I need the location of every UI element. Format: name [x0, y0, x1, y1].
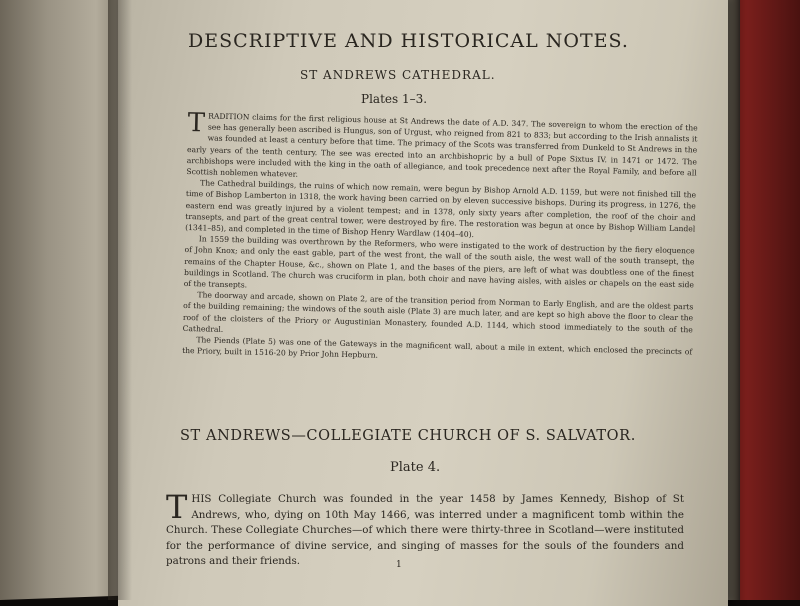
section1-plates: Plates 1–3. [361, 92, 428, 106]
drop-cap: T [187, 108, 206, 139]
page-number: 1 [396, 560, 402, 570]
paragraph: THIS Collegiate Church was founded in the year 1458 by James Kennedy, Bishop of St Andrews, who, dying on 10th May 1466, was interred under a magnificent tomb within the Church. These Collegiate Churches—of which there were thirty-three in Scotland—were instituted for the performance of divine service, and singing of masses for the souls of the founders and patrons and their friends. [166, 488, 684, 567]
section2-title: ST ANDREWS—COLLEGIATE CHURCH OF S. SALVATOR. [180, 428, 636, 444]
right-page [118, 0, 728, 606]
drop-cap: T [166, 488, 188, 526]
section1-title: ST ANDREWS CATHEDRAL. [300, 68, 496, 82]
paragraph: The doorway and arcade, shown on Plate 2, are of the transition period from Norman to Early English, and are the oldest parts of the building remaining; the windows of the south aisle (Plate 3) are much later, and are kept so high above the floor to clear the roof of the cloisters of the Priory or Augustinian Monastery, founded A.D. 1144, which stood immediately to the south of the Cathedral. [182, 290, 694, 335]
paragraph: TRADITION claims for the first religious house at St Andrews the date of A.D. 347. The sovereign to whom the erection of the see has generally been ascribed is Hungus, son of Urgust, who reigned from 821 to 833; but according to the Irish annalists it was founded at least a century before that time. The primacy of the Scots was transferred from Dunkeld to St Andrews in the early years of the tenth century. The see was erected into an archbishopric by a bull of Pope Sixtus IV. in 1471 or 1472. The archbishops were included with the king in the oath of allegiance, and took precedence next after the Royal Family, and before all Scottish noblemen whatever. [186, 108, 698, 179]
left-page [0, 0, 120, 600]
paragraph: The Cathedral buildings, the ruins of which now remain, were begun by Bishop Arnold A.D. 1159, but were not finished till the time of Bishop Lamberton in 1318, the work having been carried on by eleven successive bishops. During its progress, in 1276, the eastern end was greatly injured by a violent tempest; and in 1378, only sixty years after completion, the roof of the choir and transepts, and part of the great central tower, were destroyed by fire. The restoration was begun at once by Bishop William Landel (1341–85), and completed in the time of Bishop Henry Wardlaw (1404–40). [185, 178, 697, 240]
section2-body [166, 488, 684, 570]
page-edge [726, 0, 740, 600]
section1-body [182, 110, 698, 369]
gutter-shadow [108, 0, 132, 600]
section2-plate: Plate 4. [390, 460, 441, 475]
paragraph: The Piends (Plate 5) was one of the Gateways in the magnificent wall, about a mile in extent, which enclosed the precincts of the Priory, built in 1516-20 by Prior John Hepburn. [182, 335, 693, 360]
page-heading: DESCRIPTIVE AND HISTORICAL NOTES. [188, 30, 629, 52]
paragraph: In 1559 the building was overthrown by the Reformers, who were instigated to the work of destruction by the fiery eloquence of John Knox; and only the east gable, part of the west front, the wall of the south aisle, the west wall of the south transept, the remains of the Chapter House, &c., shown on Plate 1, and the bases of the piers, are left of what was doubtless one of the finest buildings in Scotland. The church was cruciform in plan, both choir and nave having aisles, with aisles or chapels on the east side of the transepts. [183, 234, 695, 290]
